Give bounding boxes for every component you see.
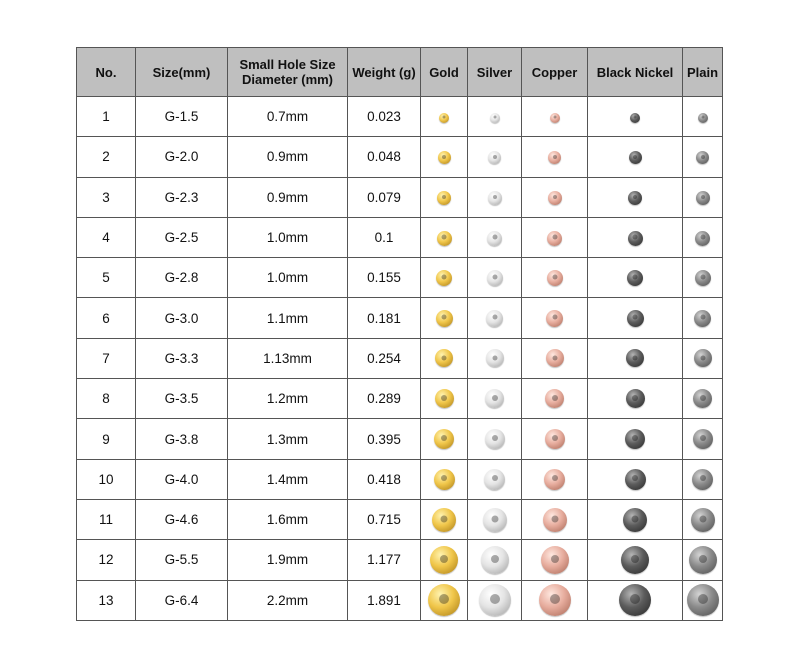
bead-cell: [468, 379, 522, 419]
row-weight: 0.418: [348, 459, 421, 499]
bead-hole-icon: [699, 515, 706, 522]
header-plain: Plain: [683, 48, 723, 97]
bead-hole-icon: [632, 395, 638, 401]
black-nickel-bead-icon: [630, 113, 640, 123]
header-row: [77, 48, 723, 97]
bead-hole-icon: [442, 275, 447, 280]
bead-cell: [421, 338, 468, 378]
silver-bead-icon: [479, 584, 511, 616]
gold-bead-icon: [439, 113, 449, 123]
table-row: [77, 97, 723, 137]
copper-bead-icon: [547, 231, 562, 246]
copper-bead-icon: [546, 310, 563, 327]
header-copper: Copper: [522, 48, 588, 97]
table-row: [77, 338, 723, 378]
gold-bead-icon: [434, 469, 455, 490]
row-number: 9: [77, 419, 136, 459]
bead-hole-icon: [700, 475, 706, 481]
bead-cell: [468, 97, 522, 137]
row-weight: 1.891: [348, 580, 421, 620]
row-number: 1: [77, 97, 136, 137]
bead-cell: [588, 137, 683, 177]
row-number: 5: [77, 258, 136, 298]
gold-bead-icon: [437, 191, 451, 205]
bead-cell: [683, 540, 723, 580]
bead-hole-icon: [442, 155, 446, 159]
gold-bead-icon: [430, 546, 458, 574]
row-size: G-6.4: [136, 580, 228, 620]
bead-hole-icon: [634, 116, 637, 119]
bead-hole-icon: [493, 155, 497, 159]
copper-bead-icon: [546, 349, 564, 367]
table-row: [77, 177, 723, 217]
row-size: G-2.0: [136, 137, 228, 177]
bead-cell: [683, 580, 723, 620]
bead-size-table: [76, 47, 723, 621]
bead-hole-icon: [442, 315, 447, 320]
row-hole-diameter: 1.3mm: [228, 419, 348, 459]
bead-cell: [522, 499, 588, 539]
bead-hole-icon: [441, 475, 447, 481]
bead-cell: [468, 258, 522, 298]
bead-cell: [421, 459, 468, 499]
row-hole-diameter: 0.9mm: [228, 137, 348, 177]
bead-cell: [522, 540, 588, 580]
bead-hole-icon: [441, 395, 447, 401]
row-hole-diameter: 0.7mm: [228, 97, 348, 137]
row-size: G-3.0: [136, 298, 228, 338]
bead-hole-icon: [633, 195, 637, 199]
black-nickel-bead-icon: [627, 270, 643, 286]
bead-cell: [522, 137, 588, 177]
row-size: G-3.5: [136, 379, 228, 419]
silver-bead-icon: [485, 389, 504, 408]
bead-hole-icon: [492, 355, 497, 360]
bead-cell: [468, 137, 522, 177]
row-weight: 0.395: [348, 419, 421, 459]
bead-cell: [588, 97, 683, 137]
bead-cell: [421, 298, 468, 338]
table-row: [77, 137, 723, 177]
bead-cell: [468, 499, 522, 539]
bead-cell: [522, 97, 588, 137]
silver-bead-icon: [487, 270, 503, 286]
row-weight: 0.048: [348, 137, 421, 177]
black-nickel-bead-icon: [626, 349, 644, 367]
plain-bead-icon: [687, 584, 719, 616]
row-hole-diameter: 1.0mm: [228, 258, 348, 298]
row-weight: 0.155: [348, 258, 421, 298]
bead-hole-icon: [552, 475, 558, 481]
bead-hole-icon: [492, 475, 498, 481]
bead-hole-icon: [633, 355, 638, 360]
bead-hole-icon: [553, 116, 556, 119]
row-size: G-3.3: [136, 338, 228, 378]
black-nickel-bead-icon: [623, 508, 647, 532]
table-row: [77, 499, 723, 539]
row-weight: 0.181: [348, 298, 421, 338]
bead-cell: [588, 499, 683, 539]
bead-hole-icon: [633, 315, 638, 320]
table-row: [77, 459, 723, 499]
row-number: 6: [77, 298, 136, 338]
bead-cell: [468, 338, 522, 378]
gold-bead-icon: [437, 231, 452, 246]
bead-hole-icon: [551, 515, 558, 522]
row-hole-diameter: 1.1mm: [228, 298, 348, 338]
bead-hole-icon: [492, 235, 497, 240]
bead-cell: [421, 258, 468, 298]
row-size: G-1.5: [136, 97, 228, 137]
black-nickel-bead-icon: [628, 231, 643, 246]
copper-bead-icon: [541, 546, 569, 574]
row-weight: 0.254: [348, 338, 421, 378]
row-weight: 0.289: [348, 379, 421, 419]
header-size: Size(mm): [136, 48, 228, 97]
row-size: G-2.8: [136, 258, 228, 298]
bead-cell: [683, 459, 723, 499]
bead-cell: [468, 540, 522, 580]
gold-bead-icon: [436, 310, 453, 327]
bead-hole-icon: [701, 155, 705, 159]
table-row: [77, 217, 723, 257]
table-row: [77, 298, 723, 338]
row-number: 11: [77, 499, 136, 539]
row-size: G-4.0: [136, 459, 228, 499]
bead-hole-icon: [631, 555, 639, 563]
bead-cell: [468, 580, 522, 620]
bead-hole-icon: [551, 555, 559, 563]
bead-cell: [522, 298, 588, 338]
silver-bead-icon: [486, 310, 503, 327]
bead-cell: [468, 419, 522, 459]
plain-bead-icon: [693, 429, 713, 449]
row-number: 13: [77, 580, 136, 620]
bead-hole-icon: [633, 235, 638, 240]
row-number: 4: [77, 217, 136, 257]
silver-bead-icon: [488, 191, 502, 205]
bead-cell: [421, 217, 468, 257]
table-row: [77, 419, 723, 459]
bead-cell: [588, 177, 683, 217]
bead-hole-icon: [442, 235, 447, 240]
plain-bead-icon: [695, 270, 711, 286]
bead-hole-icon: [552, 315, 557, 320]
row-size: G-5.5: [136, 540, 228, 580]
black-nickel-bead-icon: [621, 546, 649, 574]
bead-hole-icon: [700, 275, 705, 280]
header-weight: Weight (g): [348, 48, 421, 97]
bead-cell: [522, 459, 588, 499]
table-row: [77, 258, 723, 298]
row-hole-diameter: 1.9mm: [228, 540, 348, 580]
bead-cell: [421, 419, 468, 459]
bead-hole-icon: [632, 435, 638, 441]
bead-hole-icon: [701, 116, 704, 119]
bead-cell: [421, 580, 468, 620]
bead-hole-icon: [441, 515, 448, 522]
bead-cell: [683, 338, 723, 378]
bead-cell: [683, 217, 723, 257]
bead-cell: [421, 379, 468, 419]
header-black-nickel: Black Nickel: [588, 48, 683, 97]
black-nickel-bead-icon: [625, 429, 645, 449]
table-row: [77, 580, 723, 620]
row-size: G-2.5: [136, 217, 228, 257]
bead-cell: [588, 540, 683, 580]
table-row: [77, 379, 723, 419]
bead-cell: [683, 419, 723, 459]
bead-cell: [468, 217, 522, 257]
bead-cell: [588, 419, 683, 459]
silver-bead-icon: [487, 231, 502, 246]
gold-bead-icon: [435, 389, 454, 408]
table-row: [77, 540, 723, 580]
bead-cell: [683, 97, 723, 137]
bead-hole-icon: [700, 395, 706, 401]
bead-cell: [683, 177, 723, 217]
copper-bead-icon: [539, 584, 571, 616]
row-number: 2: [77, 137, 136, 177]
row-size: G-3.8: [136, 419, 228, 459]
bead-hole-icon: [553, 195, 557, 199]
bead-cell: [522, 338, 588, 378]
row-size: G-2.3: [136, 177, 228, 217]
bead-hole-icon: [493, 195, 497, 199]
row-hole-diameter: 0.9mm: [228, 177, 348, 217]
bead-cell: [588, 298, 683, 338]
plain-bead-icon: [692, 469, 713, 490]
bead-hole-icon: [633, 155, 637, 159]
bead-cell: [522, 217, 588, 257]
copper-bead-icon: [548, 191, 562, 205]
row-weight: 0.715: [348, 499, 421, 539]
black-nickel-bead-icon: [627, 310, 644, 327]
plain-bead-icon: [696, 191, 710, 205]
silver-bead-icon: [483, 508, 507, 532]
black-nickel-bead-icon: [619, 584, 651, 616]
bead-hole-icon: [492, 315, 497, 320]
bead-cell: [588, 338, 683, 378]
bead-hole-icon: [492, 275, 497, 280]
bead-hole-icon: [553, 155, 557, 159]
row-hole-diameter: 1.4mm: [228, 459, 348, 499]
copper-bead-icon: [550, 113, 560, 123]
plain-bead-icon: [691, 508, 715, 532]
row-number: 10: [77, 459, 136, 499]
bead-cell: [683, 298, 723, 338]
bead-hole-icon: [552, 395, 558, 401]
copper-bead-icon: [543, 508, 567, 532]
gold-bead-icon: [436, 270, 452, 286]
bead-cell: [588, 217, 683, 257]
bead-hole-icon: [550, 594, 560, 604]
bead-hole-icon: [633, 275, 638, 280]
bead-hole-icon: [552, 275, 557, 280]
row-number: 8: [77, 379, 136, 419]
black-nickel-bead-icon: [625, 469, 646, 490]
bead-hole-icon: [492, 435, 498, 441]
bead-hole-icon: [440, 555, 448, 563]
bead-hole-icon: [490, 594, 500, 604]
bead-cell: [468, 459, 522, 499]
copper-bead-icon: [545, 429, 565, 449]
row-hole-diameter: 1.0mm: [228, 217, 348, 257]
row-hole-diameter: 1.6mm: [228, 499, 348, 539]
bead-cell: [421, 540, 468, 580]
bead-cell: [588, 379, 683, 419]
row-size: G-4.6: [136, 499, 228, 539]
plain-bead-icon: [698, 113, 708, 123]
bead-hole-icon: [700, 315, 705, 320]
bead-cell: [468, 298, 522, 338]
bead-cell: [588, 459, 683, 499]
bead-cell: [683, 137, 723, 177]
silver-bead-icon: [484, 469, 505, 490]
bead-hole-icon: [700, 355, 705, 360]
row-weight: 0.079: [348, 177, 421, 217]
black-nickel-bead-icon: [628, 191, 642, 205]
gold-bead-icon: [428, 584, 460, 616]
plain-bead-icon: [694, 349, 712, 367]
plain-bead-icon: [696, 151, 709, 164]
bead-hole-icon: [700, 235, 705, 240]
bead-cell: [421, 137, 468, 177]
row-number: 12: [77, 540, 136, 580]
copper-bead-icon: [544, 469, 565, 490]
bead-hole-icon: [630, 594, 640, 604]
bead-cell: [421, 177, 468, 217]
silver-bead-icon: [488, 151, 501, 164]
row-number: 3: [77, 177, 136, 217]
plain-bead-icon: [694, 310, 711, 327]
bead-hole-icon: [491, 515, 498, 522]
bead-hole-icon: [552, 355, 557, 360]
bead-hole-icon: [442, 195, 446, 199]
plain-bead-icon: [689, 546, 717, 574]
row-weight: 0.1: [348, 217, 421, 257]
header-gold: Gold: [421, 48, 468, 97]
copper-bead-icon: [545, 389, 564, 408]
bead-hole-icon: [699, 555, 707, 563]
bead-hole-icon: [493, 116, 496, 119]
bead-cell: [468, 177, 522, 217]
black-nickel-bead-icon: [626, 389, 645, 408]
plain-bead-icon: [695, 231, 710, 246]
silver-bead-icon: [490, 113, 500, 123]
gold-bead-icon: [438, 151, 451, 164]
bead-hole-icon: [491, 555, 499, 563]
row-hole-diameter: 2.2mm: [228, 580, 348, 620]
row-hole-diameter: 1.2mm: [228, 379, 348, 419]
gold-bead-icon: [435, 349, 453, 367]
bead-hole-icon: [632, 515, 639, 522]
bead-cell: [522, 177, 588, 217]
bead-cell: [522, 379, 588, 419]
bead-hole-icon: [441, 435, 447, 441]
bead-hole-icon: [439, 594, 449, 604]
bead-hole-icon: [492, 395, 498, 401]
bead-hole-icon: [701, 195, 705, 199]
copper-bead-icon: [548, 151, 561, 164]
bead-hole-icon: [698, 594, 708, 604]
row-number: 7: [77, 338, 136, 378]
bead-hole-icon: [632, 475, 638, 481]
row-hole-diameter: 1.13mm: [228, 338, 348, 378]
header-hole: Small Hole Size Diameter (mm): [228, 48, 348, 97]
bead-cell: [683, 379, 723, 419]
bead-cell: [421, 97, 468, 137]
bead-hole-icon: [700, 435, 706, 441]
bead-cell: [683, 499, 723, 539]
bead-cell: [683, 258, 723, 298]
bead-cell: [522, 258, 588, 298]
row-weight: 0.023: [348, 97, 421, 137]
bead-cell: [588, 258, 683, 298]
black-nickel-bead-icon: [629, 151, 642, 164]
copper-bead-icon: [547, 270, 563, 286]
plain-bead-icon: [693, 389, 712, 408]
silver-bead-icon: [485, 429, 505, 449]
header-no: No.: [77, 48, 136, 97]
bead-hole-icon: [552, 235, 557, 240]
silver-bead-icon: [481, 546, 509, 574]
bead-cell: [522, 419, 588, 459]
gold-bead-icon: [434, 429, 454, 449]
bead-hole-icon: [442, 355, 447, 360]
header-silver: Silver: [468, 48, 522, 97]
bead-cell: [588, 580, 683, 620]
bead-hole-icon: [552, 435, 558, 441]
bead-cell: [522, 580, 588, 620]
silver-bead-icon: [486, 349, 504, 367]
gold-bead-icon: [432, 508, 456, 532]
bead-cell: [421, 499, 468, 539]
row-weight: 1.177: [348, 540, 421, 580]
bead-hole-icon: [443, 116, 446, 119]
